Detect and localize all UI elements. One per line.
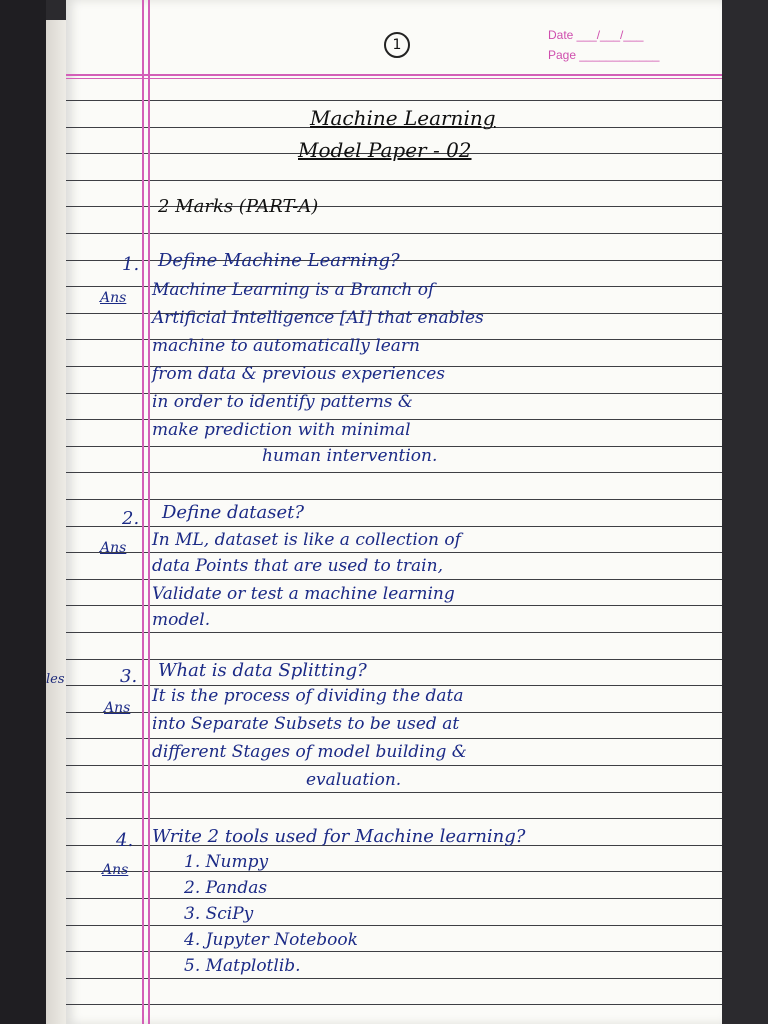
- ruled-line: [66, 605, 722, 606]
- question-text: Define dataset?: [162, 502, 305, 523]
- answer-line: Validate or test a machine learning: [152, 584, 455, 604]
- question-text: What is data Splitting?: [158, 660, 367, 681]
- answer-line: In ML, dataset is like a collection of: [152, 530, 461, 550]
- answer-line: It is the process of dividing the data: [152, 686, 464, 706]
- question-number: 2.: [122, 508, 140, 529]
- answer-line: machine to automatically learn: [152, 336, 420, 356]
- ruled-line: [66, 180, 722, 181]
- page-number: 1: [384, 32, 410, 58]
- answer-line: Machine Learning is a Branch of: [152, 280, 435, 300]
- ruled-line: [66, 100, 722, 101]
- ruled-line: [66, 632, 722, 633]
- answer-line: 4. Jupyter Notebook: [184, 930, 358, 950]
- answer-line: different Stages of model building &: [152, 742, 467, 762]
- ruled-line: [66, 951, 722, 952]
- ruled-line: [66, 792, 722, 793]
- ruled-line: [66, 1004, 722, 1005]
- notebook-page: [66, 0, 722, 1024]
- question-number: 3.: [120, 666, 138, 687]
- ruled-line: [66, 818, 722, 819]
- ruled-line: [66, 552, 722, 553]
- background-edge: [0, 0, 46, 1024]
- answer-line: data Points that are used to train,: [152, 556, 443, 576]
- date-field: Date ___/___/___: [548, 28, 644, 42]
- answer-line: into Separate Subsets to be used at: [152, 714, 460, 734]
- question-number: 4.: [116, 830, 134, 851]
- answer-line: 2. Pandas: [184, 878, 268, 898]
- answer-line: 3. SciPy: [184, 904, 254, 924]
- section-heading: 2 Marks (PART-A): [158, 196, 319, 217]
- answer-line: evaluation.: [306, 770, 402, 790]
- ruled-line: [66, 712, 722, 713]
- ruled-line: [66, 526, 722, 527]
- ruled-line: [66, 472, 722, 473]
- ruled-line: [66, 233, 722, 234]
- answer-line: Artificial Intelligence [AI] that enables: [152, 308, 484, 328]
- answer-line: human intervention.: [262, 446, 438, 466]
- answer-line: model.: [152, 610, 211, 630]
- question-text: Write 2 tools used for Machine learning?: [152, 826, 526, 847]
- ruled-line: [66, 499, 722, 500]
- answer-line: 5. Matplotlib.: [184, 956, 301, 976]
- answer-label: Ans: [104, 700, 131, 716]
- title-line-2: Model Paper - 02: [298, 138, 472, 162]
- answer-label: Ans: [100, 290, 127, 306]
- previous-page-fragment: les: [46, 672, 65, 687]
- ruled-line: [66, 765, 722, 766]
- margin-line-secondary: [148, 0, 150, 1024]
- ruled-line: [66, 871, 722, 872]
- header-rule-secondary: [66, 78, 722, 79]
- answer-label: Ans: [100, 540, 127, 556]
- answer-line: 1. Numpy: [184, 852, 269, 872]
- ruled-line: [66, 978, 722, 979]
- header-rule: [66, 74, 722, 76]
- answer-line: in order to identify patterns &: [152, 392, 414, 412]
- answer-line: make prediction with minimal: [152, 420, 411, 440]
- question-text: Define Machine Learning?: [158, 250, 400, 271]
- ruled-line: [66, 738, 722, 739]
- ruled-line: [66, 579, 722, 580]
- margin-line: [142, 0, 144, 1024]
- answer-line: from data & previous experiences: [152, 364, 445, 384]
- answer-label: Ans: [102, 862, 129, 878]
- question-number: 1.: [122, 254, 140, 275]
- page-field: Page ____________: [548, 48, 660, 62]
- title-line-1: Machine Learning: [310, 106, 496, 130]
- ruled-line: [66, 898, 722, 899]
- ruled-line: [66, 925, 722, 926]
